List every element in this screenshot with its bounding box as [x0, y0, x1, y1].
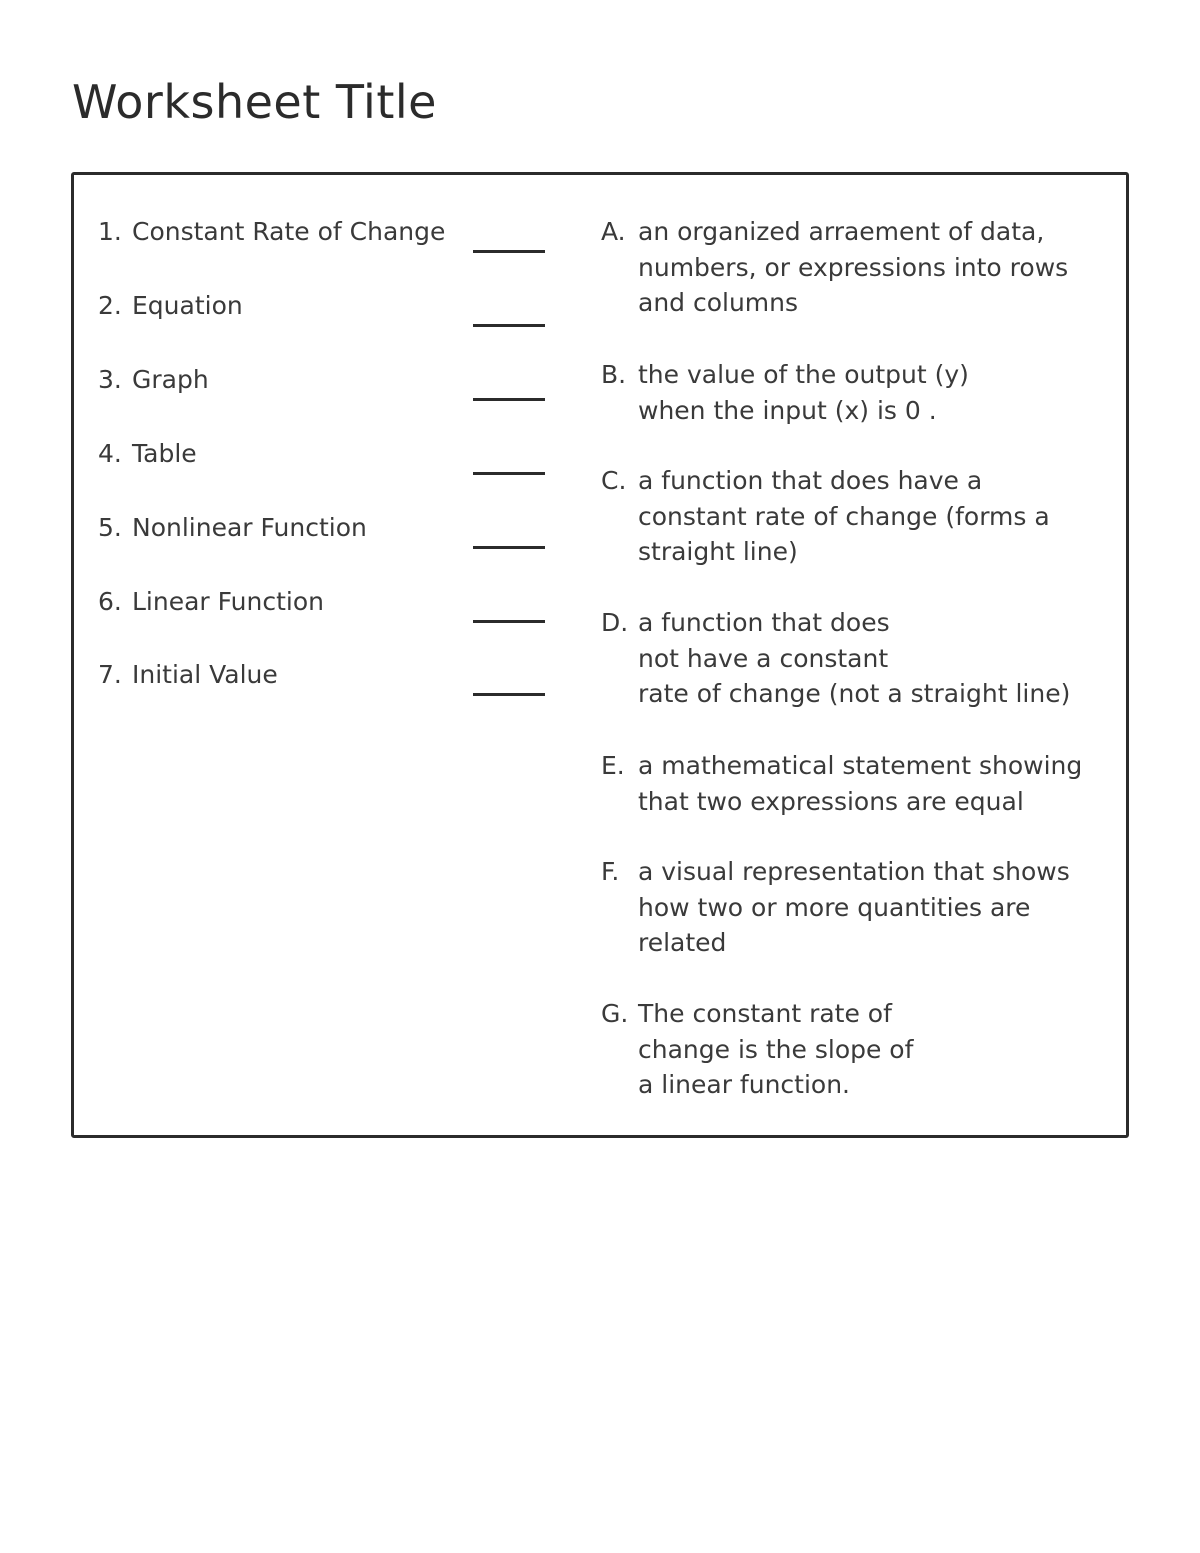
term-item-3 — [98, 360, 528, 400]
definition-line: rate of change (not a straight line) — [638, 679, 1071, 708]
definition-e — [601, 748, 1101, 819]
term-number: 3. — [98, 365, 122, 394]
term-number: 1. — [98, 217, 122, 246]
definition-line: constant rate of change (forms a — [638, 501, 1050, 531]
definition-line: The constant rate of — [638, 999, 892, 1028]
definition-c — [601, 463, 1101, 570]
definition-letter: D. — [601, 608, 629, 637]
definition-text — [638, 996, 1101, 1103]
matching-box — [71, 172, 1129, 1138]
term-label: Linear Function — [132, 587, 324, 616]
definition-d — [601, 605, 1101, 712]
term-label: Table — [132, 439, 197, 468]
definition-line: a visual representation that shows — [638, 857, 1070, 886]
definition-line: a function that does — [638, 608, 890, 637]
definition-text — [638, 748, 1101, 819]
definition-text — [638, 463, 1101, 570]
term-number: 7. — [98, 660, 122, 689]
definition-text — [638, 605, 1101, 712]
definition-g — [601, 996, 1101, 1103]
definition-f — [601, 854, 1101, 961]
definition-line: the value of the output (y) — [638, 360, 969, 389]
definition-letter: B. — [601, 360, 627, 389]
worksheet-title: Worksheet Title — [72, 75, 437, 129]
term-label: Graph — [132, 365, 209, 394]
term-label: Initial Value — [132, 660, 278, 689]
definition-line: not have a constant — [638, 643, 889, 673]
definition-line: a linear function. — [638, 1070, 850, 1099]
answer-blank-6[interactable] — [473, 620, 545, 623]
definition-line: an organized arraement of data, — [638, 217, 1045, 246]
term-item-2 — [98, 286, 528, 326]
answer-blank-7[interactable] — [473, 693, 545, 696]
definition-line: a mathematical statement showing — [638, 751, 1083, 780]
term-number: 4. — [98, 439, 122, 468]
definition-line: change is the slope of — [638, 1034, 914, 1064]
definition-letter: E. — [601, 751, 625, 780]
definition-text — [638, 357, 1101, 428]
answer-blank-3[interactable] — [473, 398, 545, 401]
definition-b — [601, 357, 1101, 428]
answer-blank-1[interactable] — [473, 250, 545, 253]
term-item-4 — [98, 434, 528, 474]
term-number: 2. — [98, 291, 122, 320]
definition-a — [601, 214, 1101, 321]
answer-blank-5[interactable] — [473, 546, 545, 549]
definition-text — [638, 214, 1101, 321]
definition-line: how two or more quantities are — [638, 892, 1031, 922]
definition-line: related — [638, 928, 727, 957]
definition-line: a function that does have a — [638, 466, 983, 495]
definition-line: that two expressions are equal — [638, 786, 1024, 816]
definition-letter: A. — [601, 217, 626, 246]
definition-line: when the input (x) is 0 . — [638, 395, 937, 425]
term-label: Equation — [132, 291, 243, 320]
answer-blank-4[interactable] — [473, 472, 545, 475]
definition-line: straight line) — [638, 537, 798, 566]
term-label: Constant Rate of Change — [132, 217, 446, 246]
term-item-6 — [98, 582, 528, 622]
term-item-7 — [98, 655, 528, 695]
term-item-1 — [98, 212, 528, 252]
term-label: Nonlinear Function — [132, 513, 367, 542]
definition-line: numbers, or expressions into rows — [638, 252, 1069, 282]
definition-letter: C. — [601, 466, 627, 495]
definition-text — [638, 854, 1101, 961]
definition-letter: F. — [601, 857, 620, 886]
term-number: 5. — [98, 513, 122, 542]
definition-line: and columns — [638, 288, 799, 317]
definition-letter: G. — [601, 999, 629, 1028]
term-number: 6. — [98, 587, 122, 616]
answer-blank-2[interactable] — [473, 324, 545, 327]
term-item-5 — [98, 508, 528, 548]
